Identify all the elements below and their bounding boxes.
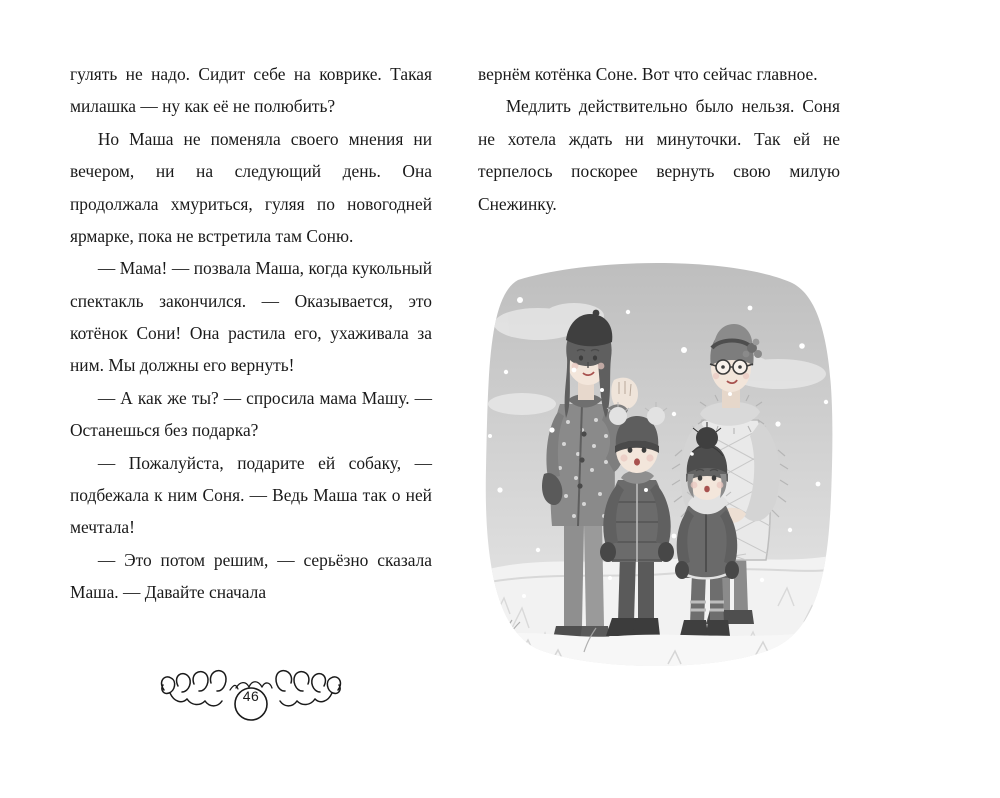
paragraph: Но Маша не поменяла своего мнения ни вечером, ни на следующий день. Она продолжала хмуриться, гуляя по новогодней ярмарке, пока не встретила там Соню. (70, 128, 432, 246)
paragraph: вернём котёнка Соне. Вот что сейчас главное. (478, 64, 818, 84)
page-number-ornament (156, 660, 346, 736)
paragraph: — Мама! — позвала Маша, когда кукольный спектакль закончился. — Оказывается, это котёнок Сони! Она растила его, ухаживала за ним. Мы должны его вернуть! (70, 258, 432, 376)
illustration (478, 254, 840, 674)
page-number: 46 (242, 688, 260, 704)
winter-scene-illustration-icon (478, 254, 840, 674)
paragraph: — А как же ты? — спросила мама Машу. — Останешься без подарка? (70, 387, 432, 441)
paragraph: — Это потом решим, — серьёзно сказала Маша. — Давайте сначала (70, 549, 432, 602)
paragraph: Медлить действительно было нельзя. Соня не хотела ждать ни минуточки. Так ей не терпелось поскорее вернуть свою милую Снежинку. (478, 96, 840, 214)
right-page (478, 58, 840, 758)
paragraph: гулять не надо. Сидит себе на коврике. Такая милашка — ну как её не полюбить? (70, 64, 432, 117)
left-page (70, 58, 432, 758)
paragraph: — Пожалуйста, подарите ей собаку, — подбежала к ним Соня. — Ведь Маша так о ней мечтала! (70, 452, 432, 538)
